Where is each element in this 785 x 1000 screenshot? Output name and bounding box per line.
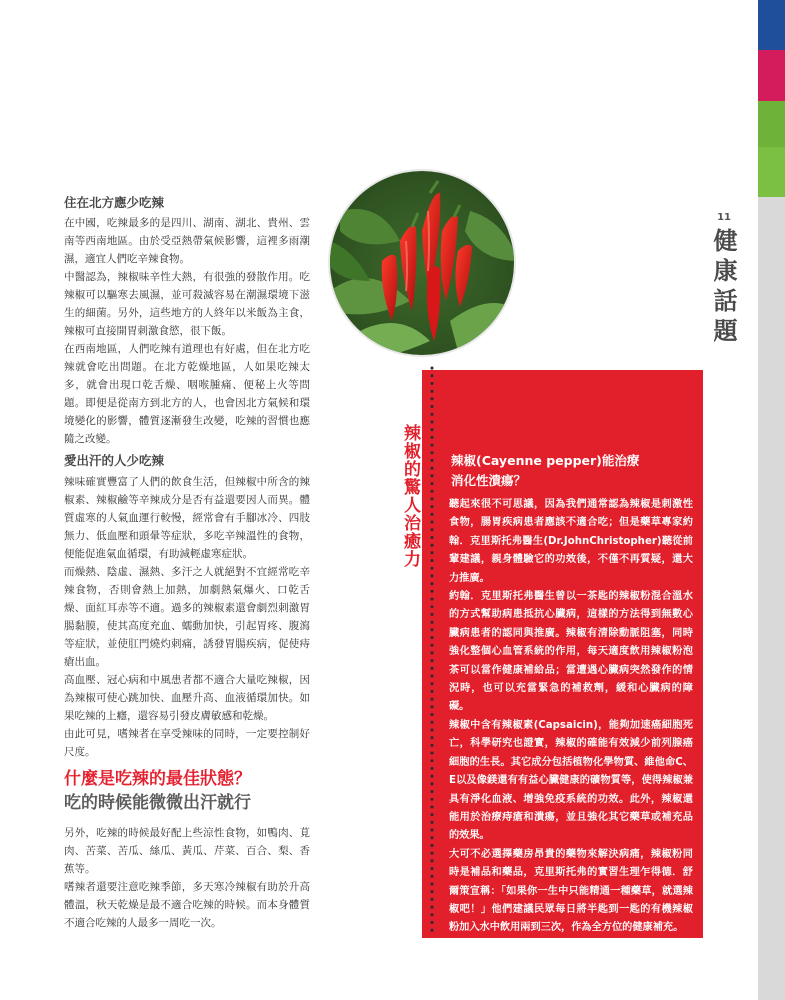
section3-heading-red: 什麼是吃辣的最佳狀態？ [64, 769, 251, 789]
page-number: 11 [717, 212, 731, 223]
color-tab-gray [758, 197, 785, 1000]
section1-paragraph-2: 中醫認為，辣椒味辛性大熱，有很強的發散作用。吃辣椒可以驅寒去風濕，並可殺滅容易在潮濕環境下滋生的細菌。另外，這些地方的人終年以米飯為主食，辣椒可直接開胃刺激食慾，很下飯。 [64, 271, 310, 337]
color-tab-blue [758, 0, 785, 50]
red-panel-body [449, 496, 693, 938]
section3-paragraph-2: 嗜辣者還要注意吃辣季節，多天寒冷辣椒有助於升高體溫，秋天乾燥是最不適合吃辣的時候。而本身體質不適合吃辣的人最多一周吃一次。 [64, 881, 310, 929]
dotted-divider [430, 366, 434, 938]
red-panel-title-line-1: 辣椒(Cayenne pepper)能治療 [451, 453, 640, 468]
section2-paragraph-4: 由此可見，嗜辣者在享受辣味的同時，一定要控制好尺度。 [64, 728, 310, 758]
red-chili-pepper-photo-icon [330, 171, 516, 357]
red-panel-paragraph-2: 約翰．克里斯托弗醫生曾以一茶匙的辣椒粉混合溫水的方式幫助病患抵抗心臟病，這樣的方法得到無數心臟病患者的認同與推廣。辣椒有清除動脈阻塞，同時強化整個心血管系統的作用，每天適度飲用辣椒粉泡茶可以當作健康補給品；當遭遇心臟病突然發作的情況時，也可以充當緊急的補救劑，緩和心臟病的障礙。 [449, 591, 693, 713]
section1-paragraph-1: 在中國，吃辣最多的是四川、湖南、湖北、貴州、雲南等西南地區。由於受亞熱帶氣候影響，這裡多雨潮濕，適宜人們吃辛辣食物。 [64, 217, 310, 265]
red-panel-paragraph-4: 大可不必選擇藥房昂貴的藥物來解決病痛，辣椒粉同時是補品和藥品，克里斯托弗的實習生理乍得德．舒爾策宣稱：「如果你一生中只能精通一種藥草，就選辣椒吧！」他們建議民眾每日將半匙到一匙的有機辣椒粉加入水中飲用兩到三次，作為全方位的健康補充。 [449, 848, 693, 934]
color-tab-light-green [758, 147, 785, 197]
color-tab-pink [758, 50, 785, 101]
section2-paragraph-2: 而燥熱、陰虛、濕熱、多汗之人就絕對不宜經常吃辛辣食物，否則會熱上加熱，加劇熱氣爆火、口乾舌燥、面紅耳赤等不適。過多的辣椒素還會劇烈刺激胃腸黏膜，使其高度充血、蠕動加快，引起胃疼、腹瀉等症狀，並使肛門燒灼刺痛，誘發胃腸疾病，促使痔瘡出血。 [64, 566, 310, 668]
red-panel-paragraph-3: 辣椒中含有辣椒素(Capsaicin)，能夠加速癌細胞死亡，科學研究也證實，辣椒的確能有效減少前列腺癌細胞的生長。其它成分包括植物化學物質、維他命C、E以及像鎂還有有益心臟健康的礦物質等，使得辣椒兼具有淨化血液、增強免疫系統的功效。此外，辣椒還能用於治療痔瘡和潰瘍，並且強化其它藥草或補充品的效果。 [449, 719, 693, 842]
section2-heading: 愛出汗的人少吃辣 [64, 453, 165, 468]
section1-paragraph-3: 在西南地區，人們吃辣有道理也有好處，但在北方吃辣就會吃出問題。在北方乾燥地區，人如果吃辣太多，就會出現口乾舌燥、咽喉腫痛、便秘上火等問題。即便是從南方到北方的人，也會因北方氣候和環境變化的影響，體質逐漸發生改變，吃辣的習慣也應隨之改變。 [64, 343, 310, 445]
section-label: 健康話題 [709, 228, 738, 348]
section2-paragraph-3: 高血壓、冠心病和中風患者都不適合大量吃辣椒，因為辣椒可使心跳加快、血壓升高、血液循環加快。如果吃辣的上癮，還容易引發皮膚敏感和乾燥。 [64, 674, 310, 722]
red-panel-title-line-2: 消化性潰瘍？ [451, 473, 527, 488]
chili-pepper-photo [328, 169, 516, 357]
section2-paragraph-1: 辣味確實豐富了人們的飲食生活，但辣椒中所含的辣椒素、辣椒鹼等辛辣成分是否有益還要因人而異。體質虛寒的人氣血運行較慢，經常會有手腳冰冷、四肢無力、低血壓和頭暈等症狀，多吃辛辣溫性的食物，便能促進氣血循環，有助減輕虛寒症狀。 [64, 476, 310, 560]
side-title: 辣椒的驚人治癒力 [400, 424, 420, 568]
red-panel-paragraph-1: 聽起來很不可思議，因為我們通常認為辣椒是刺激性食物，腸胃疾病患者應該不適合吃；但是藥草專家約翰．克里斯托弗醫生(Dr.JohnChristopher)聽從前輩建議，親身體驗它的功效後，不僅不再質疑，還大力推廣。 [449, 499, 693, 584]
section3-heading-gray: 吃的時候能微微出汗就行 [64, 793, 251, 813]
section3-paragraph-1: 另外，吃辣的時候最好配上些涼性食物，如鴨肉、莧肉、苦菜、苦瓜、絲瓜、黃瓜、芹菜、百合、梨、香蕉等。 [64, 827, 310, 875]
color-tab-green [758, 101, 785, 147]
section1-heading: 住在北方應少吃辣 [64, 195, 165, 210]
red-panel-title [451, 451, 691, 491]
